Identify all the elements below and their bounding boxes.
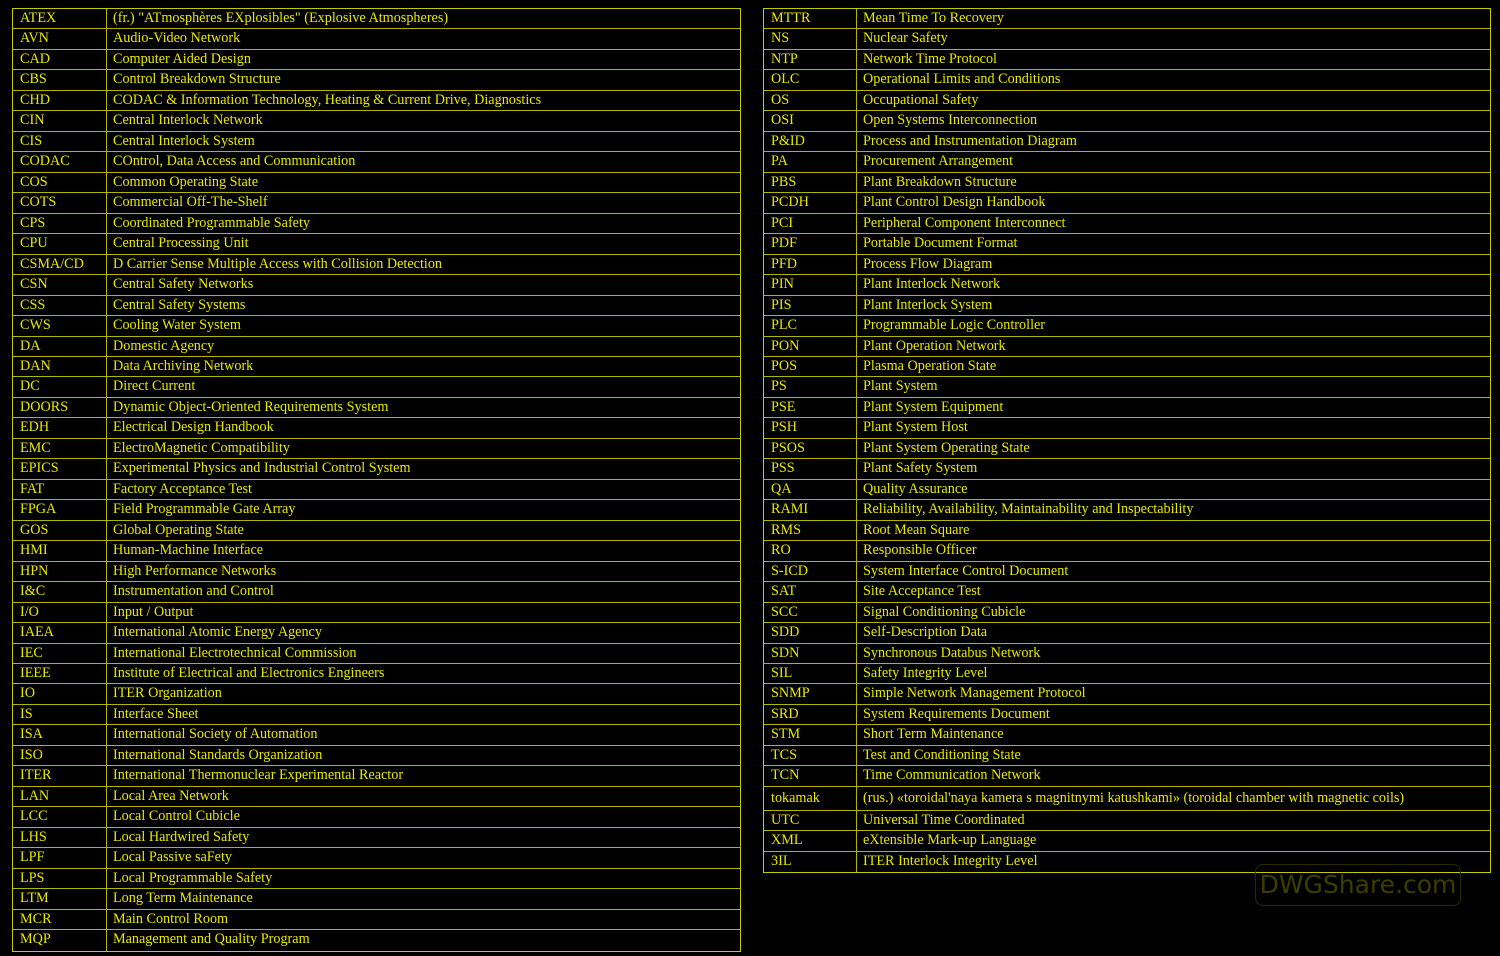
abbreviation-cell: OLC: [764, 70, 857, 89]
abbreviation-cell: IEC: [13, 644, 107, 663]
table-row: [764, 480, 1490, 500]
abbreviation-cell: IO: [13, 684, 107, 703]
definition-cell: Central Safety Networks: [113, 276, 254, 293]
table-row: [764, 746, 1490, 766]
definition-cell: Commercial Off-The-Shelf: [113, 194, 268, 211]
table-row: [13, 152, 740, 172]
table-row: [13, 521, 740, 541]
definition-cell: Common Operating State: [113, 173, 259, 190]
definition-cell: eXtensible Mark-up Language: [863, 832, 1037, 849]
table-row: [13, 603, 740, 623]
definition-cell: Experimental Physics and Industrial Control System: [113, 460, 411, 477]
table-row: [764, 377, 1490, 397]
abbreviation-cell: PBS: [764, 173, 857, 192]
abbreviation-cell: CPS: [13, 214, 107, 233]
definition-cell: Data Archiving Network: [113, 357, 254, 374]
abbreviation-cell: ISO: [13, 746, 107, 765]
definition-cell: Audio-Video Network: [113, 30, 241, 47]
abbreviation-cell: FAT: [13, 480, 107, 499]
definition-cell: Safety Integrity Level: [863, 665, 988, 681]
table-row: [13, 889, 740, 909]
table-row: [764, 831, 1490, 851]
table-row: [764, 70, 1490, 90]
definition-cell: Process and Instrumentation Diagram: [863, 132, 1077, 149]
abbreviation-cell: CHD: [13, 91, 107, 110]
table-row: [13, 439, 740, 459]
abbreviation-cell: NS: [764, 29, 857, 48]
abbreviation-cell: CWS: [13, 316, 107, 335]
definition-cell: Plant Safety System: [863, 460, 978, 477]
abbreviation-cell: NTP: [764, 50, 857, 69]
definition-cell: Plant Interlock System: [863, 296, 993, 313]
abbreviation-cell: PIS: [764, 296, 857, 315]
definition-cell: (fr.) "ATmosphères EXplosibles" (Explosive Atmospheres): [113, 10, 449, 26]
table-row: [13, 132, 740, 152]
abbreviations-table-right: [763, 8, 1491, 873]
abbreviation-cell: FPGA: [13, 500, 107, 519]
abbreviation-cell: PSOS: [764, 439, 857, 458]
table-row: [13, 316, 740, 336]
abbreviations-table-left: [12, 8, 741, 952]
table-row: [764, 811, 1490, 831]
abbreviation-cell: GOS: [13, 521, 107, 540]
abbreviation-cell: CAD: [13, 50, 107, 69]
definition-cell: Plant Breakdown Structure: [863, 173, 1017, 190]
table-row: [764, 766, 1490, 786]
definition-cell: Plant System: [863, 378, 938, 395]
definition-cell: D Carrier Sense Multiple Access with Collision Detection: [113, 255, 443, 272]
definition-cell: Responsible Officer: [863, 542, 977, 559]
watermark-logo: DWGShare.com: [1255, 864, 1461, 906]
table-row: [13, 828, 740, 848]
abbreviation-cell: POS: [764, 357, 857, 376]
table-row: [13, 255, 740, 275]
abbreviation-cell: CPU: [13, 234, 107, 253]
abbreviation-cell: PFD: [764, 255, 857, 274]
definition-cell: Control Breakdown Structure: [113, 71, 281, 88]
table-row: [764, 214, 1490, 234]
definition-cell: Central Interlock Network: [113, 112, 263, 129]
table-row: [764, 91, 1490, 111]
definition-cell: Open Systems Interconnection: [863, 112, 1038, 129]
abbreviation-cell: MQP: [13, 930, 107, 950]
abbreviation-cell: HMI: [13, 541, 107, 560]
definition-cell: Computer Aided Design: [113, 50, 251, 67]
abbreviation-cell: S-ICD: [764, 562, 857, 581]
definition-cell: Main Control Room: [113, 910, 229, 927]
abbreviation-cell: PSS: [764, 459, 857, 478]
abbreviation-cell: I/O: [13, 603, 107, 622]
abbreviation-cell: P&ID: [764, 132, 857, 151]
table-row: [764, 173, 1490, 193]
table-row: [13, 337, 740, 357]
table-row: [13, 644, 740, 664]
definition-cell: Electrical Design Handbook: [113, 419, 274, 436]
abbreviation-cell: CSN: [13, 275, 107, 294]
abbreviation-cell: I&C: [13, 582, 107, 601]
abbreviation-cell: IS: [13, 705, 107, 724]
definition-cell: System Interface Control Document: [863, 562, 1069, 579]
abbreviation-cell: OSI: [764, 111, 857, 130]
table-row: [13, 787, 740, 807]
definition-cell: Direct Current: [113, 378, 196, 395]
abbreviation-cell: STM: [764, 725, 857, 744]
table-row: [13, 664, 740, 684]
definition-cell: Global Operating State: [113, 521, 244, 538]
table-row: [764, 500, 1490, 520]
definition-cell: International Standards Organization: [113, 746, 323, 763]
table-row: [764, 296, 1490, 316]
definition-cell: Long Term Maintenance: [113, 890, 253, 907]
abbreviation-cell: CSMA/CD: [13, 255, 107, 274]
abbreviation-cell: SDD: [764, 623, 857, 642]
abbreviation-cell: DA: [13, 337, 107, 356]
table-row: [764, 541, 1490, 561]
definition-cell: Factory Acceptance Test: [113, 480, 252, 497]
definition-cell: Plant Interlock Network: [863, 276, 1001, 293]
table-row: [13, 623, 740, 643]
abbreviation-cell: HPN: [13, 562, 107, 581]
abbreviation-cell: RAMI: [764, 500, 857, 519]
table-row: [764, 418, 1490, 438]
table-row: [764, 275, 1490, 295]
table-row: [13, 9, 740, 29]
abbreviation-cell: EMC: [13, 439, 107, 458]
abbreviation-cell: EDH: [13, 418, 107, 437]
table-row: [13, 746, 740, 766]
table-row: [764, 152, 1490, 172]
abbreviation-cell: CIS: [13, 132, 107, 151]
table-row: [13, 418, 740, 438]
definition-cell: Reliability, Availability, Maintainability and Inspectability: [863, 501, 1194, 518]
abbreviation-cell: PA: [764, 152, 857, 171]
definition-cell: Short Term Maintenance: [863, 726, 1004, 743]
abbreviation-cell: UTC: [764, 811, 857, 830]
abbreviation-cell: PS: [764, 377, 857, 396]
definition-cell: Process Flow Diagram: [863, 255, 993, 272]
definition-cell: Coordinated Programmable Safety: [113, 214, 310, 231]
definition-cell: International Society of Automation: [113, 726, 318, 743]
definition-cell: Simple Network Management Protocol: [863, 685, 1086, 702]
abbreviation-cell: PON: [764, 337, 857, 356]
abbreviation-cell: PIN: [764, 275, 857, 294]
abbreviation-cell: ATEX: [13, 9, 107, 28]
abbreviation-cell: ITER: [13, 766, 107, 785]
table-row: [764, 111, 1490, 131]
table-row: [13, 930, 740, 950]
abbreviation-cell: PCDH: [764, 193, 857, 212]
abbreviation-cell: SRD: [764, 705, 857, 724]
abbreviation-cell: SAT: [764, 582, 857, 601]
table-row: [764, 725, 1490, 745]
definition-cell: CODAC & Information Technology, Heating & Current Drive, Diagnostics: [113, 91, 542, 108]
table-row: [764, 255, 1490, 275]
table-row: [764, 664, 1490, 684]
table-row: [764, 357, 1490, 377]
definition-cell: Local Hardwired Safety: [113, 828, 250, 845]
abbreviation-cell: RO: [764, 541, 857, 560]
abbreviation-cell: COS: [13, 173, 107, 192]
table-row: [13, 275, 740, 295]
table-row: [764, 684, 1490, 704]
table-row: [764, 705, 1490, 725]
table-row: [13, 70, 740, 90]
abbreviation-cell: DC: [13, 377, 107, 396]
abbreviation-cell: SDN: [764, 644, 857, 663]
table-row: [13, 766, 740, 786]
definition-cell: System Requirements Document: [863, 705, 1050, 722]
table-row: [13, 480, 740, 500]
definition-cell: Mean Time To Recovery: [863, 10, 1005, 26]
table-row: [13, 582, 740, 602]
abbreviation-cell: MCR: [13, 910, 107, 929]
abbreviation-cell: DAN: [13, 357, 107, 376]
definition-cell: Quality Assurance: [863, 480, 968, 497]
abbreviation-cell: IEEE: [13, 664, 107, 683]
abbreviation-cell: LPF: [13, 848, 107, 867]
abbreviation-cell: IAEA: [13, 623, 107, 642]
definition-cell: (rus.) «toroidal'naya kamera s magnitnymi katushkami» (toroidal chamber with magnetic coils): [863, 789, 1405, 806]
definition-cell: Central Safety Systems: [113, 296, 246, 313]
definition-cell: Management and Quality Program: [113, 931, 310, 948]
definition-cell: Instrumentation and Control: [113, 583, 274, 600]
table-row: [764, 9, 1490, 29]
table-row: [13, 684, 740, 704]
definition-cell: Dynamic Object-Oriented Requirements System: [113, 398, 389, 415]
table-row: [764, 623, 1490, 643]
table-row: [764, 234, 1490, 254]
abbreviation-cell: LPS: [13, 869, 107, 888]
definition-cell: Occupational Safety: [863, 91, 979, 108]
definition-cell: Plant System Host: [863, 419, 968, 436]
definition-cell: Test and Conditioning State: [863, 746, 1021, 763]
abbreviation-cell: RMS: [764, 521, 857, 540]
abbreviation-cell: PSH: [764, 418, 857, 437]
abbreviation-cell: PCI: [764, 214, 857, 233]
table-row: [764, 29, 1490, 49]
table-row: [764, 562, 1490, 582]
table-row: [13, 725, 740, 745]
table-row: [764, 132, 1490, 152]
definition-cell: Universal Time Coordinated: [863, 811, 1025, 828]
definition-cell: Plant System Operating State: [863, 439, 1030, 456]
table-row: [764, 439, 1490, 459]
definition-cell: Plant Control Design Handbook: [863, 194, 1046, 211]
table-row: [764, 398, 1490, 418]
table-row: [764, 50, 1490, 70]
definition-cell: Input / Output: [113, 603, 194, 620]
definition-cell: Domestic Agency: [113, 337, 215, 354]
abbreviation-cell: TCN: [764, 766, 857, 785]
table-row: [13, 91, 740, 111]
table-row: [764, 521, 1490, 541]
table-row: [13, 357, 740, 377]
abbreviation-cell: SNMP: [764, 684, 857, 703]
definition-cell: Synchronous Databus Network: [863, 644, 1041, 661]
abbreviation-cell: TCS: [764, 746, 857, 765]
table-row: [764, 316, 1490, 336]
abbreviation-cell: AVN: [13, 29, 107, 48]
table-row: [13, 398, 740, 418]
abbreviation-cell: SIL: [764, 664, 857, 683]
definition-cell: COntrol, Data Access and Communication: [113, 153, 356, 170]
abbreviation-cell: MTTR: [764, 9, 857, 28]
table-row: [764, 459, 1490, 479]
definition-cell: Field Programmable Gate Array: [113, 501, 296, 518]
definition-cell: Interface Sheet: [113, 705, 199, 722]
definition-cell: Central Interlock System: [113, 132, 255, 149]
definition-cell: Network Time Protocol: [863, 50, 997, 67]
table-row: [13, 50, 740, 70]
abbreviation-cell: CIN: [13, 111, 107, 130]
definition-cell: International Electrotechnical Commission: [113, 644, 357, 661]
definition-cell: Self-Description Data: [863, 624, 988, 641]
table-row: [13, 29, 740, 49]
definition-cell: Operational Limits and Conditions: [863, 71, 1061, 88]
table-row: [13, 705, 740, 725]
definition-cell: Plant Operation Network: [863, 337, 1006, 354]
definition-cell: Institute of Electrical and Electronics Engineers: [113, 665, 385, 681]
table-row: [13, 869, 740, 889]
table-row: [13, 807, 740, 827]
definition-cell: Plasma Operation State: [863, 357, 997, 374]
table-row: [13, 214, 740, 234]
abbreviation-cell: DOORS: [13, 398, 107, 417]
table-row: [764, 603, 1490, 623]
definition-cell: ITER Organization: [113, 685, 222, 702]
definition-cell: Cooling Water System: [113, 317, 241, 334]
table-row: [764, 582, 1490, 602]
abbreviation-cell: LCC: [13, 807, 107, 826]
table-row: [764, 644, 1490, 664]
abbreviation-cell: tokamak: [764, 787, 857, 810]
abbreviation-cell: PDF: [764, 234, 857, 253]
table-row: [13, 234, 740, 254]
table-row: [13, 910, 740, 930]
abbreviation-cell: LAN: [13, 787, 107, 806]
table-row: [13, 296, 740, 316]
table-row: [13, 459, 740, 479]
definition-cell: Local Passive saFety: [113, 849, 232, 866]
definition-cell: Root Mean Square: [863, 521, 970, 538]
abbreviation-cell: SCC: [764, 603, 857, 622]
abbreviation-cell: XML: [764, 831, 857, 850]
definition-cell: Central Processing Unit: [113, 235, 249, 252]
abbreviation-cell: EPICS: [13, 459, 107, 478]
definition-cell: Local Programmable Safety: [113, 869, 273, 886]
definition-cell: Time Communication Network: [863, 767, 1041, 784]
abbreviation-cell: OS: [764, 91, 857, 110]
table-row: [13, 193, 740, 213]
definition-cell: Nuclear Safety: [863, 30, 948, 47]
table-row: [764, 337, 1490, 357]
table-row: [13, 173, 740, 193]
definition-cell: Human-Machine Interface: [113, 542, 264, 559]
abbreviation-cell: CSS: [13, 296, 107, 315]
abbreviation-cell: CBS: [13, 70, 107, 89]
definition-cell: ITER Interlock Integrity Level: [863, 852, 1038, 869]
definition-cell: Local Area Network: [113, 787, 229, 804]
definition-cell: ElectroMagnetic Compatibility: [113, 439, 290, 456]
abbreviation-cell: PLC: [764, 316, 857, 335]
definition-cell: Site Acceptance Test: [863, 583, 981, 600]
table-row: [764, 193, 1490, 213]
table-row: [13, 562, 740, 582]
table-row: [13, 377, 740, 397]
table-row: [13, 500, 740, 520]
abbreviation-cell: QA: [764, 480, 857, 499]
abbreviation-cell: COTS: [13, 193, 107, 212]
table-row: [13, 541, 740, 561]
definition-cell: International Thermonuclear Experimental Reactor: [113, 767, 404, 784]
definition-cell: Portable Document Format: [863, 235, 1018, 252]
table-row: [13, 111, 740, 131]
definition-cell: Peripheral Component Interconnect: [863, 214, 1066, 231]
abbreviation-cell: LTM: [13, 889, 107, 908]
definition-cell: International Atomic Energy Agency: [113, 624, 322, 641]
definition-cell: Plant System Equipment: [863, 398, 1004, 415]
table-row: [764, 787, 1490, 811]
definition-cell: Procurement Arrangement: [863, 153, 1014, 170]
table-row: [13, 848, 740, 868]
abbreviation-cell: CODAC: [13, 152, 107, 171]
abbreviation-cell: LHS: [13, 828, 107, 847]
abbreviation-cell: PSE: [764, 398, 857, 417]
definition-cell: Signal Conditioning Cubicle: [863, 603, 1026, 620]
definition-cell: Local Control Cubicle: [113, 808, 240, 825]
abbreviation-cell: 3IL: [764, 852, 857, 872]
definition-cell: High Performance Networks: [113, 562, 277, 579]
abbreviation-cell: ISA: [13, 725, 107, 744]
definition-cell: Programmable Logic Controller: [863, 317, 1046, 334]
